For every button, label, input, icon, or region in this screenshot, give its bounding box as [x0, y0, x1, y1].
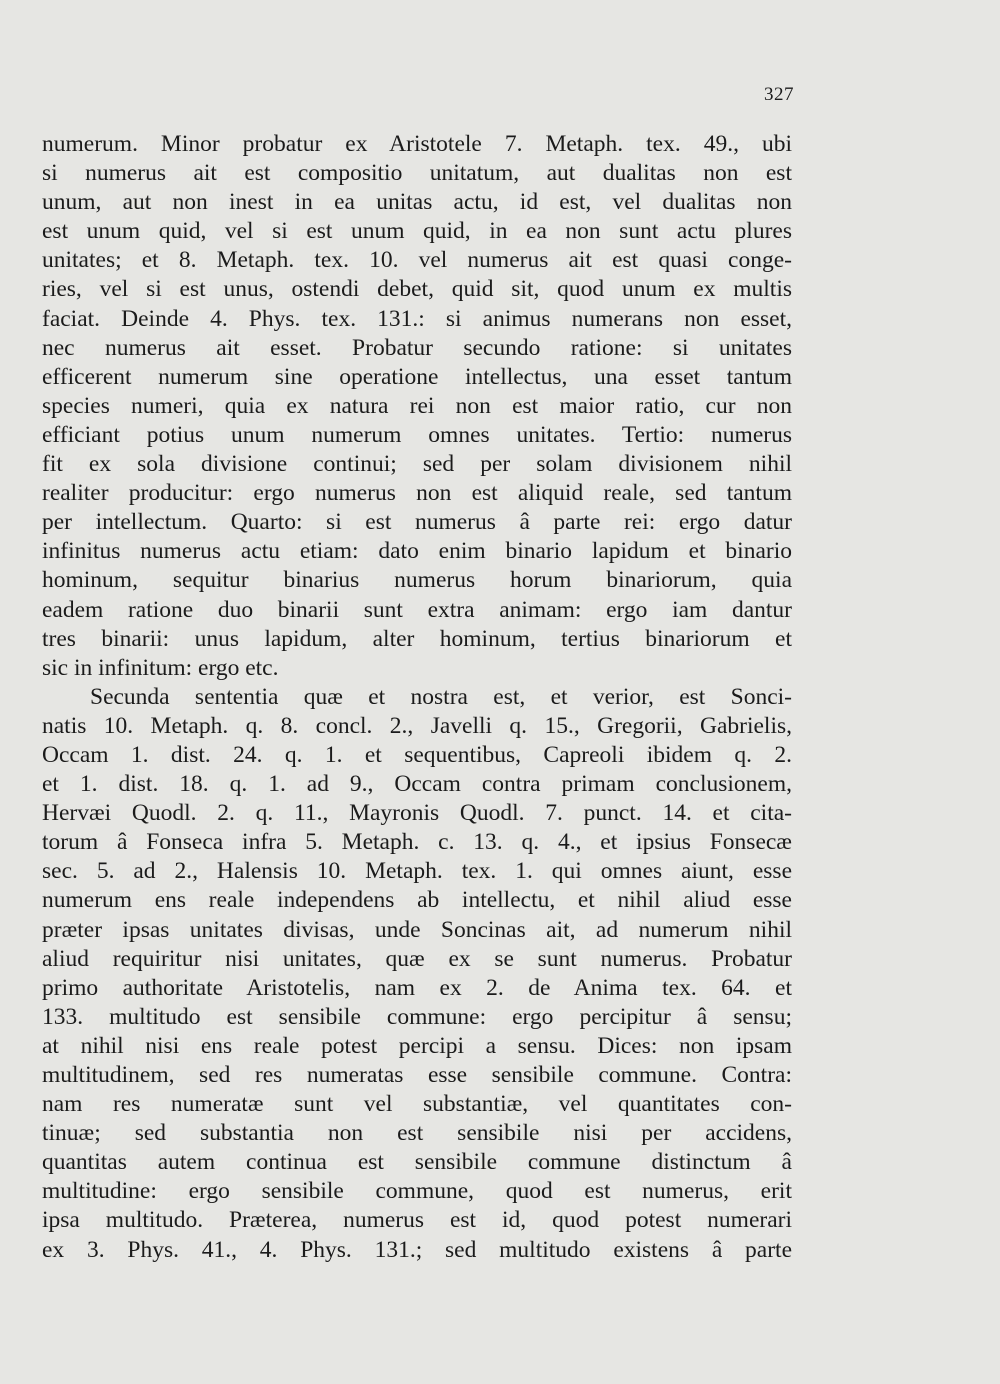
text-line: infinitus numerus actu etiam: dato enim binario lapidum et binario	[42, 538, 792, 565]
text-line: ipsa multitudo. Præterea, numerus est id, quod potest numerari	[42, 1207, 792, 1234]
text-line: eadem ratione duo binarii sunt extra animam: ergo iam dantur	[42, 596, 792, 623]
text-line: præter ipsas unitates divisas, unde Soncinas ait, ad numerum nihil	[42, 916, 792, 943]
text-line: Hervæi Quodl. 2. q. 11., Mayronis Quodl. 7. punct. 14. et cita-	[42, 800, 792, 827]
body-text	[42, 130, 792, 1265]
text-line: ries, vel si est unus, ostendi debet, quid sit, quod unum ex multis	[42, 276, 792, 303]
text-line: ex 3. Phys. 41., 4. Phys. 131.; sed multitudo existens â parte	[42, 1236, 792, 1263]
text-line: tinuæ; sed substantia non est sensibile nisi per accidens,	[42, 1120, 792, 1147]
text-line: fit ex sola divisione continui; sed per solam divisionem nihil	[42, 451, 792, 478]
text-line: species numeri, quia ex natura rei non est maior ratio, cur non	[42, 392, 792, 419]
text-line: nam res numeratæ sunt vel substantiæ, vel quantitates con-	[42, 1091, 792, 1118]
text-line: faciat. Deinde 4. Phys. tex. 131.: si animus numerans non esset,	[42, 305, 792, 332]
text-line: primo authoritate Aristotelis, nam ex 2. de Anima tex. 64. et	[42, 974, 792, 1001]
text-line: numerum ens reale independens ab intellectu, et nihil aliud esse	[42, 887, 792, 914]
page-number: 327	[764, 84, 794, 105]
text-line: efficiant potius unum numerum omnes unitates. Tertio: numerus	[42, 421, 792, 448]
text-line: si numerus ait est compositio unitatum, aut dualitas non est	[42, 160, 792, 187]
text-line: nec numerus ait esset. Probatur secundo ratione: si unitates	[42, 334, 792, 361]
text-line: Occam 1. dist. 24. q. 1. et sequentibus, Capreoli ibidem q. 2.	[42, 741, 792, 768]
text-line: unum, aut non inest in ea unitas actu, id est, vel dualitas non	[42, 189, 792, 216]
text-line: sic in infinitum: ergo etc.	[42, 654, 279, 681]
text-line: aliud requiritur nisi unitates, quæ ex se sunt numerus. Probatur	[42, 945, 792, 972]
text-line: per intellectum. Quarto: si est numerus â parte rei: ergo datur	[42, 509, 792, 536]
text-line: est unum quid, vel si est unum quid, in ea non sunt actu plures	[42, 218, 792, 245]
text-line: natis 10. Metaph. q. 8. concl. 2., Javelli q. 15., Gregorii, Gabrielis,	[42, 712, 792, 739]
text-line: et 1. dist. 18. q. 1. ad 9., Occam contra primam conclusionem,	[42, 771, 792, 798]
text-line: tres binarii: unus lapidum, alter hominum, tertius binariorum et	[42, 625, 792, 652]
text-line: quantitas autem continua est sensibile commune distinctum â	[42, 1149, 792, 1176]
text-line: multitudinem, sed res numeratas esse sensibile commune. Contra:	[42, 1062, 792, 1088]
text-line: multitudine: ergo sensibile commune, quod est numerus, erit	[42, 1178, 792, 1205]
text-line: realiter producitur: ergo numerus non est aliquid reale, sed tantum	[42, 480, 792, 507]
text-line: efficerent numerum sine operatione intellectus, una esset tantum	[42, 363, 792, 390]
text-line: sec. 5. ad 2., Halensis 10. Metaph. tex. 1. qui omnes aiunt, esse	[42, 858, 792, 885]
text-line: hominum, sequitur binarius numerus horum binariorum, quia	[42, 567, 792, 594]
text-line: torum â Fonseca infra 5. Metaph. c. 13. q. 4., et ipsius Fonsecæ	[42, 829, 792, 856]
text-line: 133. multitudo est sensibile commune: ergo percipitur â sensu;	[42, 1003, 792, 1030]
text-line: Secunda sententia quæ et nostra est, et verior, est Sonci-	[90, 683, 792, 710]
text-line: numerum. Minor probatur ex Aristotele 7. Metaph. tex. 49., ubi	[42, 131, 792, 157]
text-line: unitates; et 8. Metaph. tex. 10. vel numerus ait est quasi conge-	[42, 247, 792, 274]
text-line: at nihil nisi ens reale potest percipi a sensu. Dices: non ipsam	[42, 1032, 792, 1059]
